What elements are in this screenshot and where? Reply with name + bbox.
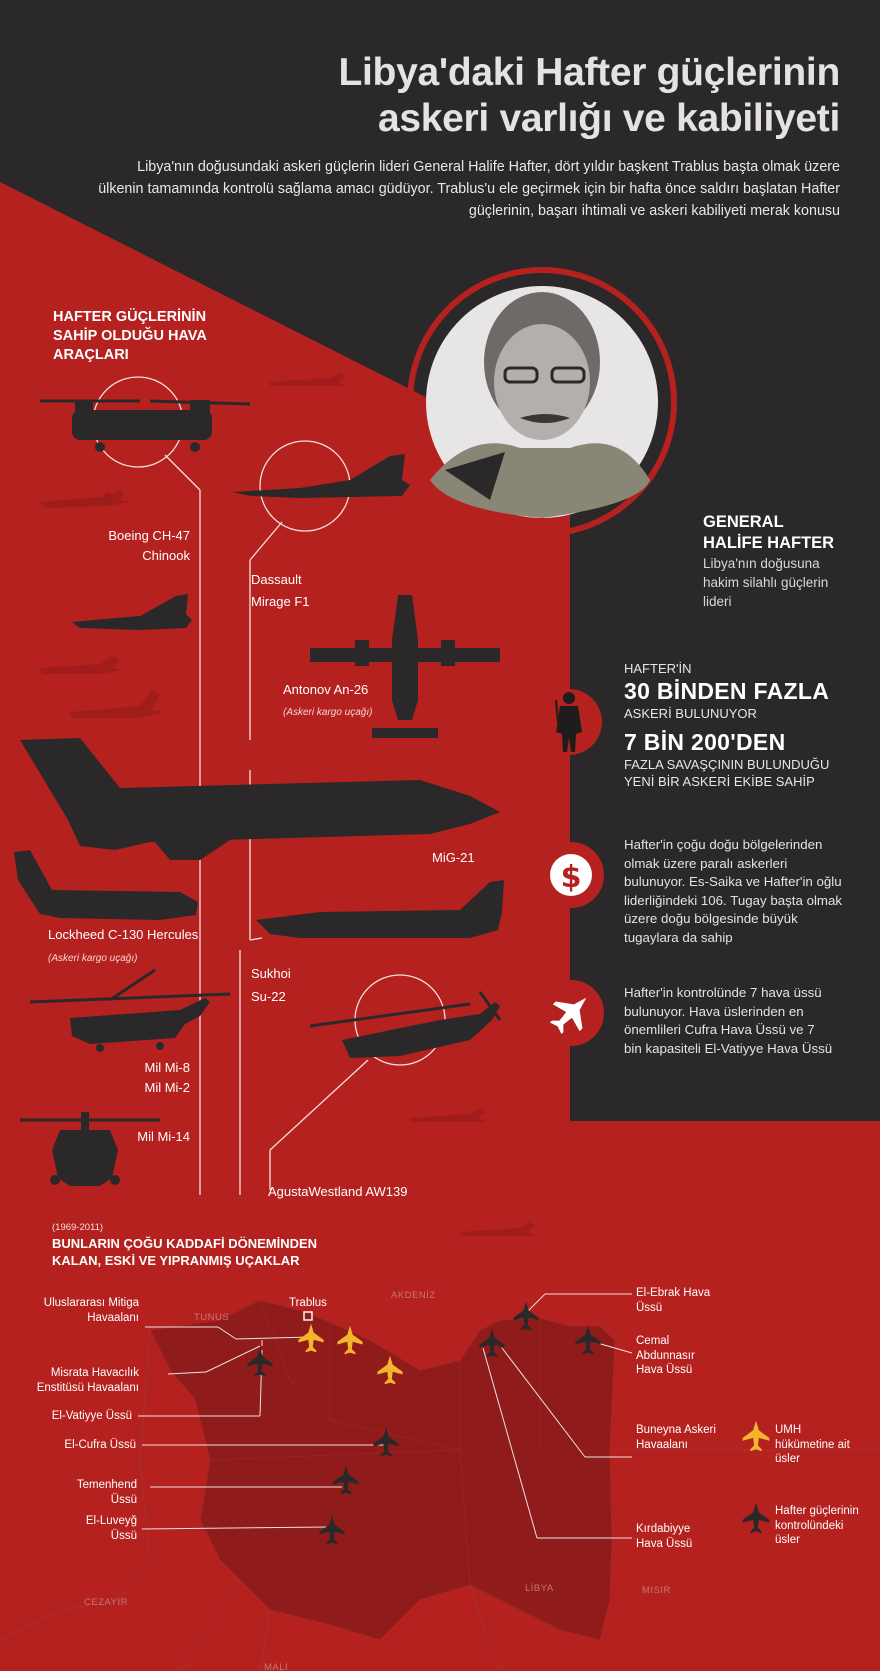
aircraft-label-mig21: MiG-21 bbox=[432, 850, 475, 865]
map-heading: BUNLARIN ÇOĞU KADDAFİ DÖNEMİNDEN KALAN, ESKİ VE YIPRANMIŞ UÇAKLAR bbox=[52, 1236, 318, 1268]
base-label-misrata: Misrata Havacılık Enstitüsü Havaalanı bbox=[36, 1367, 139, 1394]
intro-text: Libya'nın doğusundaki askeri güçlerin lideri General Halife Hafter, dört yıldır başkent Trablus başta olmak üzere ülkenin tamamında kontrolü sağlama amacı güdüyor. Trablus'u ele geçirmek için bir hafta önce saldırı başlatan Hafter güçlerinin, başarı ihtimali ve askeri kabiliyeti merak konusu bbox=[98, 159, 840, 219]
aircraft-label-aw139: AgustaWestland AW139 bbox=[268, 1184, 408, 1199]
base-label-temenhend: Temenhend Üssü bbox=[76, 1479, 137, 1506]
base-label-cemal-abdunnasir: Cemal Abdunnasır Hava Üssü bbox=[636, 1335, 695, 1376]
mercenary-text: Hafter'in çoğu doğu bölgelerinden olmak üzere paralı askerleri bulunuyor. Es-Saika ve Hafter'in oğlu liderliğindeki 106. Tugay başta olmak üzere doğu bölgesinde büyük tugaylara da sahip bbox=[624, 837, 843, 945]
base-label-buneyna: Buneyna Askeri Havaalanı bbox=[636, 1424, 716, 1451]
city-trablus: Trablus bbox=[289, 1297, 327, 1309]
aircraft-label-mirage: Dassault Mirage F1 bbox=[251, 572, 310, 609]
general-name: GENERAL HALİFE HAFTER bbox=[703, 513, 835, 552]
aircraft-label-chinook: Boeing CH-47 Chinook bbox=[108, 528, 190, 563]
page-title: Libya'daki Hafter güçlerinin askeri varlığı ve kabiliyeti bbox=[338, 51, 840, 140]
base-label-el-luveyg: El-Luveyğ Üssü bbox=[85, 1515, 137, 1542]
sea-akdeniz: AKDENİZ bbox=[391, 1290, 436, 1301]
aircraft-label-c130: Lockheed C-130 Hercules (Askeri kargo uçağı) bbox=[48, 927, 199, 964]
base-label-el-cufra: El-Cufra Üssü bbox=[64, 1439, 136, 1451]
legend-umh: UMH hükümetine ait üsler bbox=[775, 1424, 850, 1465]
map-years: (1969-2011) bbox=[52, 1222, 104, 1233]
aircraft-label-sukhoi: Sukhoi Su-22 bbox=[251, 966, 291, 1004]
aircraft-label-antonov: Antonov An-26 (Askeri kargo uçağı) bbox=[283, 682, 373, 718]
legend-hafter: Hafter güçlerinin kontrolündeki üsler bbox=[775, 1505, 859, 1546]
aircraft-label-mi14: Mil Mi-14 bbox=[137, 1129, 190, 1144]
country-libya: LİBYA bbox=[525, 1583, 554, 1594]
aircraft-section-heading: HAFTER GÜÇLERİNİN SAHİP OLDUĞU HAVA ARAÇLARI bbox=[53, 309, 207, 363]
country-tunus: TUNUS bbox=[194, 1312, 230, 1323]
base-label-el-ebrak: El-Ebrak Hava Üssü bbox=[636, 1287, 711, 1314]
base-label-kirdabiyye: Kırdabiyye Hava Üssü bbox=[636, 1523, 693, 1550]
base-label-el-vatiyye: El-Vatiyye Üssü bbox=[51, 1410, 132, 1422]
country-cezayir: CEZAYİR bbox=[84, 1597, 128, 1608]
country-mali: MALİ bbox=[264, 1662, 289, 1671]
air-bases-text: Hafter'in kontrolünde 7 hava üssü bulunuyor. Hava üslerinden en önemlileri Cufra Hava Üssü ve 7 bin kapasiteli El-Vatiyye Hava Üssü bbox=[624, 985, 833, 1056]
troop-stats: HAFTER'İN 30 BİNDEN FAZLA ASKERİ BULUNUYOR 7 BİN 200'DEN FAZLA SAVAŞÇININ BULUNDUĞU YENİ BİR ASKERİ EKİBE SAHİP bbox=[624, 661, 830, 789]
aircraft-label-mi8: Mil Mi-8 Mil Mi-2 bbox=[144, 1060, 190, 1095]
general-description: Libya'nın doğusuna hakim silahlı güçlerin lideri bbox=[703, 556, 829, 609]
base-label-mitiga: Uluslararası Mitiga Havaalanı bbox=[43, 1297, 139, 1324]
dollar-icon: $ bbox=[560, 860, 582, 895]
country-misir: MISIR bbox=[642, 1585, 671, 1596]
